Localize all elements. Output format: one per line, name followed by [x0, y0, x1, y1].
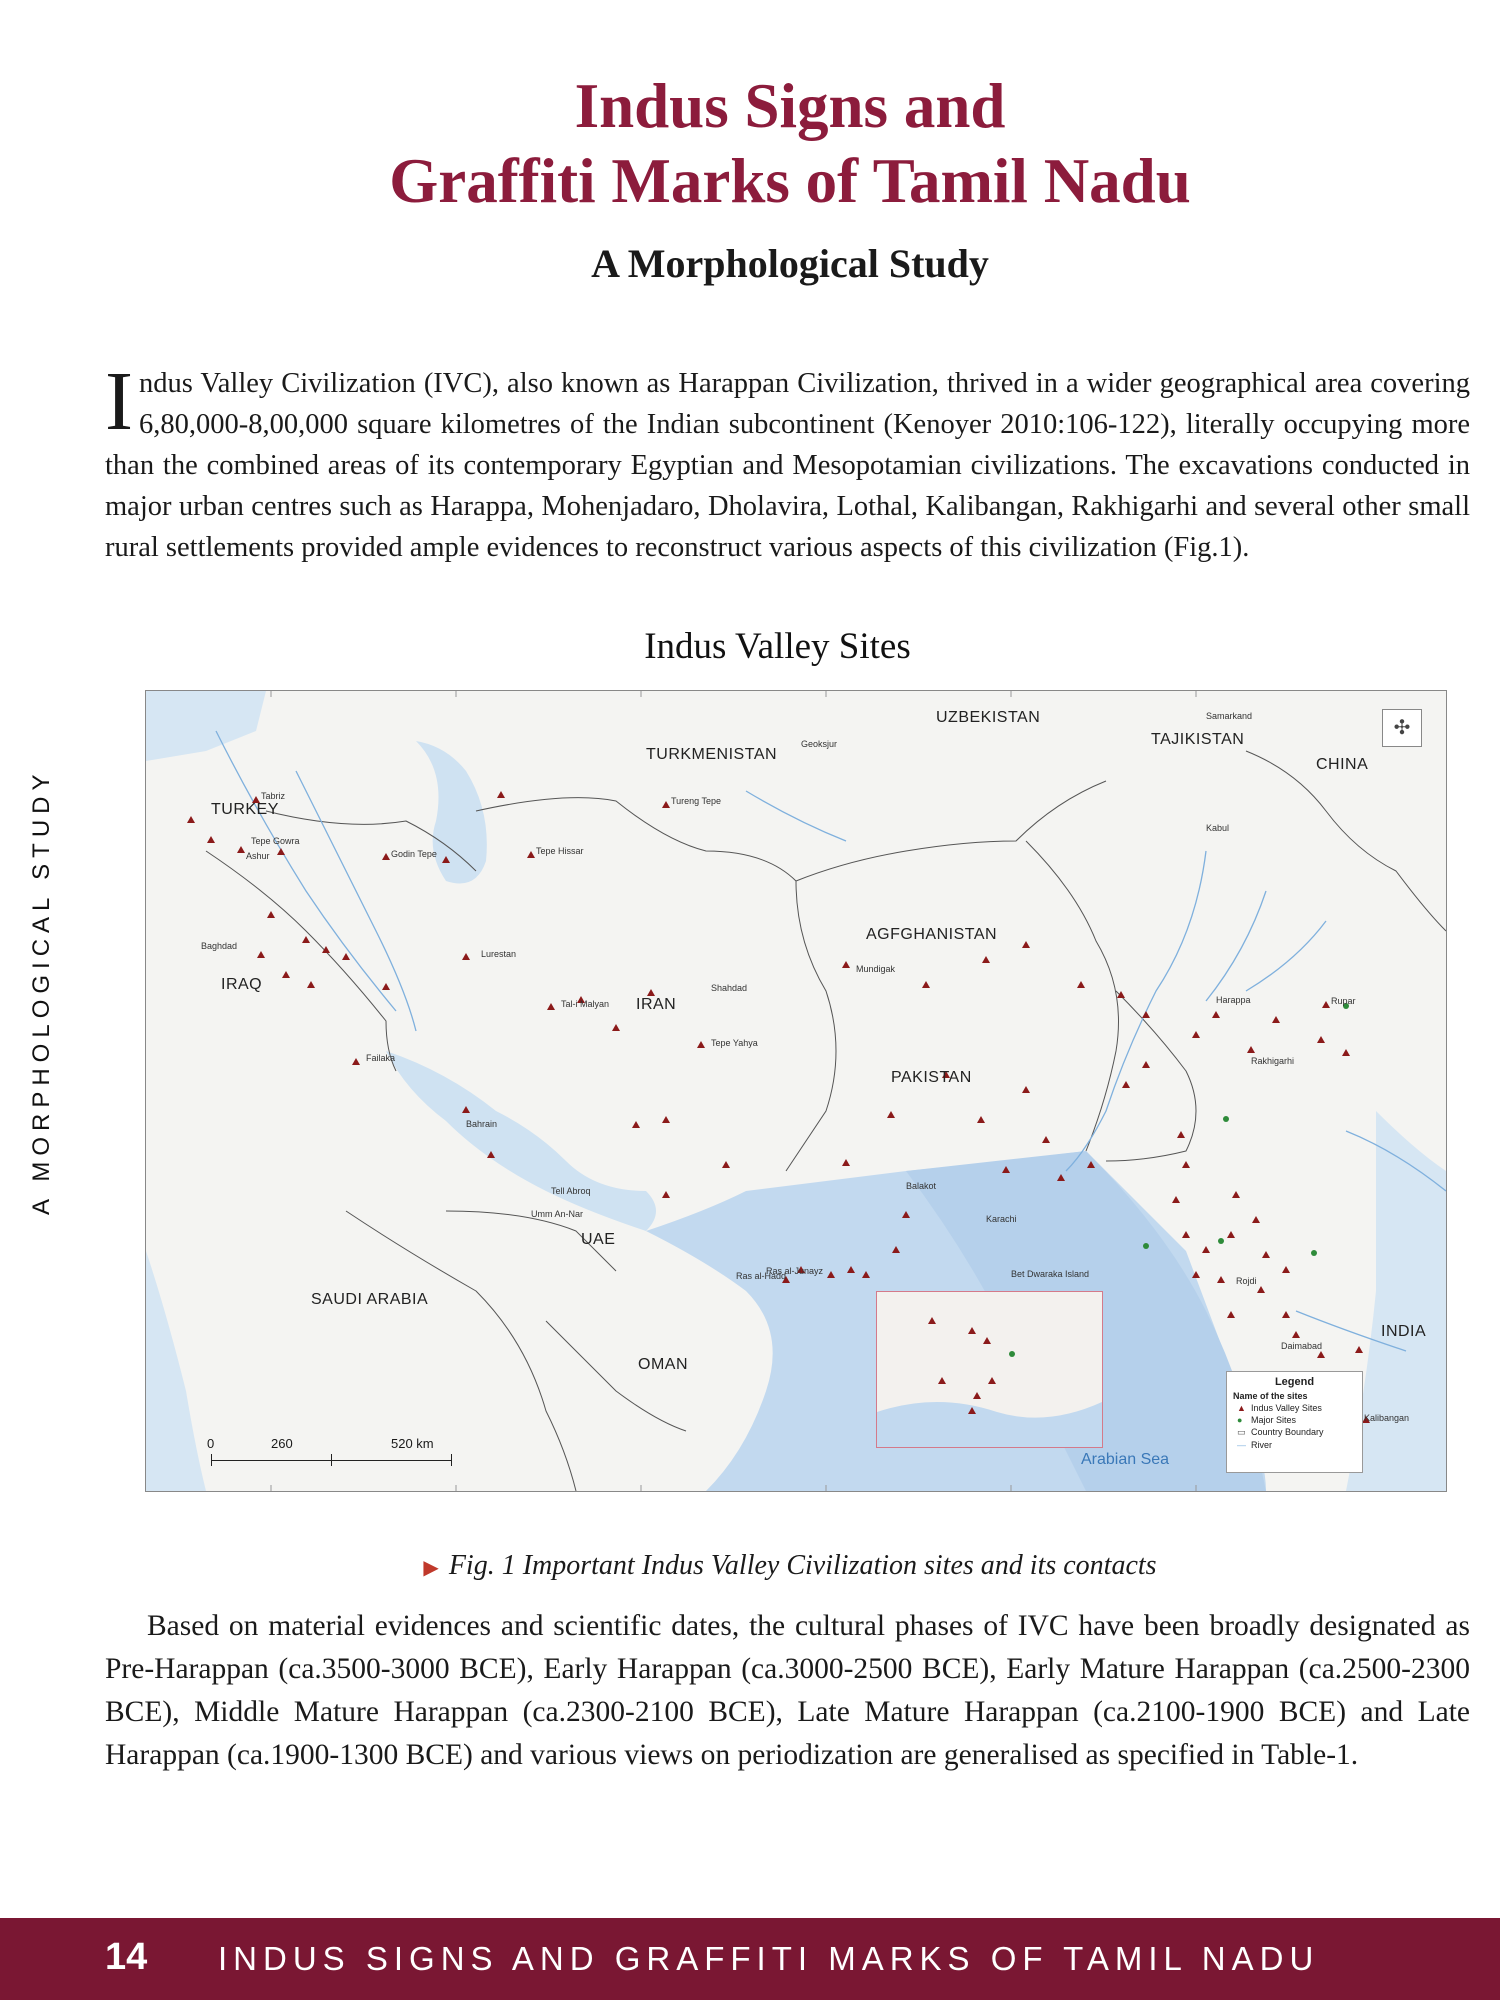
- site-label: Kalibangan: [1364, 1413, 1410, 1423]
- label-turkey: TURKEY: [211, 801, 279, 818]
- site-label: Bet Dwaraka Island: [1011, 1269, 1090, 1279]
- site-label: Lurestan: [481, 949, 517, 959]
- label-uae: UAE: [581, 1231, 616, 1248]
- scale-520: 520 km: [391, 1436, 434, 1451]
- site-label: Baghdad: [201, 941, 238, 951]
- site-label: Samarkand: [1206, 711, 1253, 721]
- site-label: Bahrain: [466, 1119, 498, 1129]
- intro-paragraph: [105, 355, 1470, 568]
- site-label: Ras al-Junayz: [766, 1266, 824, 1276]
- label-oman: OMAN: [638, 1356, 688, 1373]
- triangle-icon: ▲: [1237, 1403, 1246, 1413]
- subtitle: A Morphological Study: [591, 241, 989, 286]
- label-turkmenistan: TURKMENISTAN: [646, 746, 778, 763]
- site-label: Tureng Tepe: [671, 796, 722, 806]
- site-label: Ashur: [246, 851, 270, 861]
- site-label: Mundigak: [856, 964, 896, 974]
- legend-item: Country Boundary: [1251, 1427, 1324, 1437]
- label-iran: IRAN: [636, 996, 677, 1013]
- page-footer: [0, 1918, 1500, 2000]
- site-label: Godin Tepe: [391, 849, 437, 859]
- site-label: Rupar: [1331, 996, 1356, 1006]
- label-saudi-arabia: SAUDI ARABIA: [311, 1291, 429, 1308]
- legend-item: River: [1251, 1440, 1273, 1450]
- side-running-label: A MORPHOLOGICAL STUDY: [28, 768, 55, 1215]
- scale-bar: [207, 1436, 451, 1476]
- dot-icon: ●: [1237, 1415, 1243, 1425]
- title-line-1: Indus Signs and: [574, 71, 1006, 141]
- caption-text: Fig. 1 Important Indus Valley Civilization sites and its contacts: [448, 1550, 1157, 1581]
- river-icon: —: [1237, 1440, 1246, 1450]
- label-iraq: IRAQ: [221, 976, 263, 993]
- legend-item: Major Sites: [1251, 1415, 1297, 1425]
- caption-arrow-icon: ▶: [423, 1557, 439, 1579]
- map-title: Indus Valley Sites: [644, 626, 911, 667]
- site-label: Karachi: [986, 1214, 1017, 1224]
- legend-item: Indus Valley Sites: [1251, 1403, 1322, 1413]
- running-title: INDUS SIGNS AND GRAFFITI MARKS OF TAMIL NADU: [218, 1940, 1320, 1977]
- site-label: Daimabad: [1281, 1341, 1323, 1351]
- intro-text: ndus Valley Civilization (IVC), also known as Harappan Civilization, thrived in a wider geographical area covering 6,80,000-8,00,000 square kilometres of the Indian subcontinent (Kenoyer 2010:106-122), literally occupying more than the combined areas of its contemporary Egyptian and Mesopotamian civilizations. The excavations conducted in major urban centres such as Harappa, Mohenjadaro, Dholavira, Lothal, Kalibangan, Rakhigarhi and several other small rural settlements provided ample evidences to reconstruct various aspects of this civilization (Fig.1).: [105, 368, 1470, 563]
- site-label: Tepe Hissar: [536, 846, 584, 856]
- label-pakistan: PAKISTAN: [891, 1069, 972, 1086]
- site-label: Balakot: [906, 1181, 937, 1191]
- site-label: Tell Abroq: [551, 1186, 591, 1196]
- indus-sites-map: [145, 690, 1447, 1492]
- site-label: Shahdad: [711, 983, 748, 993]
- label-tajikistan: TAJIKISTAN: [1151, 731, 1245, 748]
- title-line-2: Graffiti Marks of Tamil Nadu: [389, 146, 1191, 216]
- legend-subtitle: Name of the sites: [1233, 1391, 1308, 1401]
- label-arabian-sea: Arabian Sea: [1081, 1451, 1170, 1468]
- site-label: Tabriz: [261, 791, 286, 801]
- label-uzbekistan: UZBEKISTAN: [936, 709, 1041, 726]
- site-label: Harappa: [1216, 995, 1251, 1005]
- legend-title: Legend: [1274, 1376, 1315, 1388]
- boundary-icon: ▭: [1237, 1427, 1246, 1437]
- label-china: CHINA: [1316, 756, 1369, 773]
- page-number: 14: [105, 1936, 148, 1978]
- scale-zero: 0: [207, 1436, 215, 1451]
- site-label: Tepe Gowra: [251, 836, 300, 846]
- site-label: Umm An-Nar: [531, 1209, 584, 1219]
- site-label: Geoksjur: [801, 739, 838, 749]
- site-label: Kabul: [1206, 823, 1230, 833]
- map-legend: [1226, 1371, 1363, 1473]
- drop-cap: I: [105, 355, 133, 448]
- label-india: INDIA: [1381, 1323, 1427, 1340]
- site-label: Tepe Yahya: [711, 1038, 758, 1048]
- scale-260: 260: [271, 1436, 293, 1451]
- gujarat-inset-map: [876, 1291, 1103, 1448]
- site-label: Rojdi: [1236, 1276, 1257, 1286]
- site-label: Rakhigarhi: [1251, 1056, 1295, 1066]
- site-label: Failaka: [366, 1053, 396, 1063]
- site-label: Ras al-Hadd: [736, 1271, 787, 1281]
- body-paragraph: Based on material evidences and scientific dates, the cultural phases of IVC have been broadly designated as Pre-Harappan (ca.3500-3000 BCE), Early Harappan (ca.3000-2500 BCE), Early Mature Harappan (ca.2500-2300 BCE), Middle Mature Harappan (ca.2300-2100 BCE), Late Mature Harappan (ca.2100-1900 BCE) and Late Harappan (ca.1900-1300 BCE) and various views on periodization are generalised as specified in Table-1.: [105, 1610, 1470, 1771]
- label-afghanistan: AGFGHANISTAN: [866, 926, 998, 943]
- inset-base: [877, 1292, 1102, 1447]
- figure-caption: [0, 1550, 1500, 1582]
- north-arrow-icon: ✣: [1382, 709, 1422, 747]
- site-label: Tal-i Malyan: [561, 999, 610, 1009]
